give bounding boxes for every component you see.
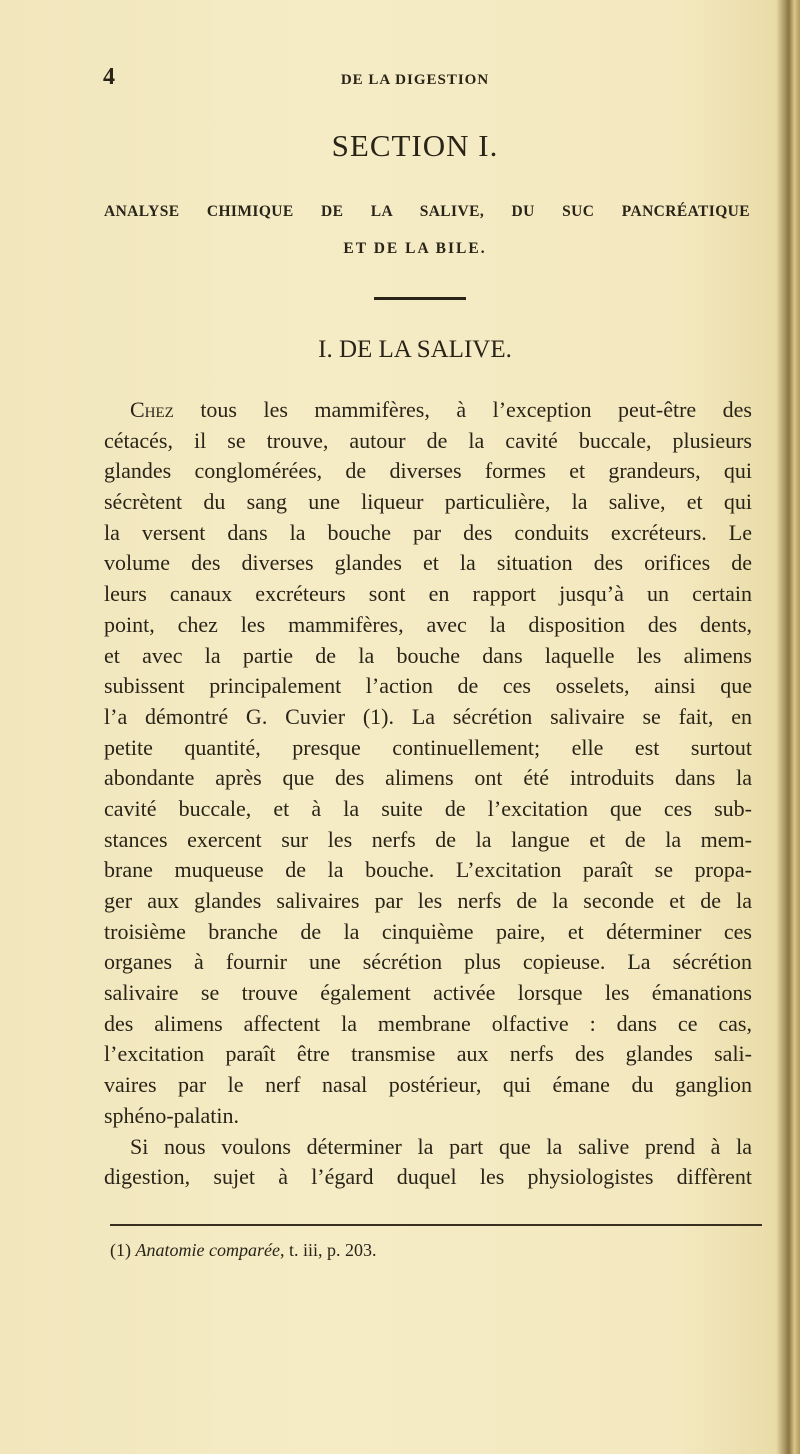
body-line: sécrètent du sang une liqueur particulière, la salive, et qui xyxy=(104,489,752,515)
body-line-text: tous les mammifères, à l’exception peut-être des xyxy=(173,397,752,422)
body-line: salivaire se trouve également activée lorsque les émanations xyxy=(104,980,752,1006)
body-line: brane muqueuse de la bouche. L’excitation paraît se propa- xyxy=(104,857,752,883)
body-line: cavité buccale, et à la suite de l’excitation que ces sub- xyxy=(104,795,752,821)
footnote-marker: (1) xyxy=(110,1240,131,1260)
body-text xyxy=(104,395,752,1193)
body-line: point, chez les mammifères, avec la disposition des dents, xyxy=(104,611,752,637)
body-line xyxy=(104,395,752,426)
body-line: ger aux glandes salivaires par les nerfs de la seconde et de la xyxy=(104,888,752,913)
body-line: organes à fournir une sécrétion plus copieuse. La sécrétion xyxy=(104,949,752,975)
body-line: petite quantité, presque continuellement; elle est surtout xyxy=(104,734,752,760)
footnote xyxy=(110,1240,376,1261)
subheading: I. DE LA SALIVE. xyxy=(318,336,512,363)
body-line: abondante après que des alimens ont été introduits dans la xyxy=(104,765,752,791)
body-line: sphéno-palatin. xyxy=(104,1102,240,1128)
body-line: troisième branche de la cinquième paire, et déterminer ces xyxy=(104,918,752,944)
body-line: la versent dans la bouche par des conduits excréteurs. Le xyxy=(104,519,752,545)
subtitle-line-2: ET DE LA BILE. xyxy=(343,240,487,257)
body-line: l’a démontré G. Cuvier (1). La sécrétion salivaire se fait, en xyxy=(104,703,752,729)
body-line: stances exercent sur les nerfs de la langue et de la mem- xyxy=(104,826,752,852)
footnote-title: Anatomie comparée xyxy=(135,1240,280,1260)
drop-word: Chez xyxy=(130,397,174,422)
body-line: Si nous voulons déterminer la part que la salive prend à la xyxy=(130,1133,752,1159)
body-line: volume des diverses glandes et la situation des orifices de xyxy=(104,550,752,576)
body-line: digestion, sujet à l’égard duquel les physiologistes diffèrent xyxy=(104,1164,752,1190)
body-line: l’excitation paraît être transmise aux nerfs des glandes sali- xyxy=(104,1041,752,1067)
subtitle-line-1: ANALYSE CHIMIQUE DE LA SALIVE, DU SUC PANCRÉATIQUE xyxy=(104,203,750,220)
divider-rule xyxy=(374,297,466,300)
body-line: cétacés, il se trouve, autour de la cavité buccale, plusieurs xyxy=(104,427,752,453)
body-line: subissent principalement l’action de ces osselets, ainsi que xyxy=(104,673,752,699)
running-head: DE LA DIGESTION xyxy=(340,72,490,88)
page-number: 4 xyxy=(103,64,115,90)
body-line: glandes conglomérées, de diverses formes et grandeurs, qui xyxy=(104,458,752,484)
body-line: et avec la partie de la bouche dans laquelle les alimens xyxy=(104,642,752,668)
body-line: des alimens affectent la membrane olfactive : dans ce cas, xyxy=(104,1010,752,1036)
section-title: SECTION I. xyxy=(331,128,499,163)
footnote-ref: , t. iii, p. 203. xyxy=(279,1240,377,1260)
body-line: vaires par le nerf nasal postérieur, qui émane du ganglion xyxy=(104,1072,752,1098)
footnote-rule xyxy=(110,1224,762,1226)
body-line: leurs canaux excréteurs sont en rapport jusqu’à un certain xyxy=(104,581,752,607)
